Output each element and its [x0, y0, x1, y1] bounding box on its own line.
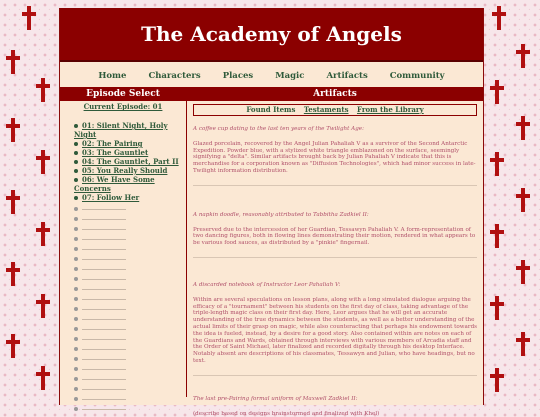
artifact-caption: The last pre-Pairing formal uniform of Maxwell Zadkiel II:	[193, 395, 358, 402]
bullet-icon	[74, 178, 78, 182]
bullet-icon	[74, 160, 78, 164]
list-item	[74, 324, 186, 334]
placeholder-line	[82, 309, 126, 310]
placeholder-line	[82, 289, 126, 290]
current-episode-link[interactable]: Current Episode: 01	[83, 102, 163, 111]
list-item	[74, 175, 186, 193]
list-item	[74, 294, 186, 304]
placeholder-line	[82, 329, 126, 330]
artifact-description: (describe based on designs brainstormed and finalized with Khel)	[193, 410, 380, 417]
placeholder-line	[82, 229, 126, 230]
artifact-caption: A napkin doodle, reasonably attributed to Tabbitha Zadkiel II:	[193, 211, 369, 218]
episode-link[interactable]: 03: The Gauntlet	[82, 148, 149, 157]
cross-icon	[490, 152, 504, 176]
bullet-icon	[74, 124, 78, 128]
nav-magic[interactable]: Magic	[275, 71, 305, 81]
list-item	[74, 304, 186, 314]
tab-from-the-library[interactable]: From the Library	[356, 105, 424, 114]
bullet-icon	[74, 387, 78, 391]
list-item	[74, 354, 186, 364]
bullet-icon	[74, 367, 78, 371]
list-item	[74, 224, 186, 234]
bullet-icon	[74, 287, 78, 291]
bullet-icon	[74, 407, 78, 411]
placeholder-line	[82, 239, 126, 240]
list-item	[74, 344, 186, 354]
cross-icon	[490, 224, 504, 248]
placeholder-line	[82, 259, 126, 260]
nav-home[interactable]: Home	[98, 71, 127, 81]
divider	[193, 257, 477, 258]
episode-link[interactable]: 02: The Pairing	[82, 139, 143, 148]
list-item	[74, 204, 186, 214]
episode-link[interactable]: 05: You Really Should	[82, 166, 168, 175]
list-item	[74, 284, 186, 294]
bullet-icon	[74, 227, 78, 231]
bullet-icon	[74, 142, 78, 146]
list-item	[74, 148, 186, 157]
episode-sidebar	[60, 87, 187, 397]
cross-icon	[36, 150, 50, 174]
artifacts-panel	[187, 87, 483, 417]
placeholder-line	[82, 209, 126, 210]
content-columns	[60, 87, 483, 417]
list-item	[74, 234, 186, 244]
nav-places[interactable]: Places	[222, 71, 254, 81]
cross-icon	[22, 6, 36, 30]
list-item	[74, 121, 186, 139]
cross-icon	[516, 188, 530, 212]
episode-link[interactable]: 04: The Gauntlet, Part II	[82, 157, 179, 166]
artifact-description: Within are several speculations on lesson plans, along with a long simulated dialogue arguing the efficacy of a "tournament" between his students on the first day of class, taking advantage of the triple-length magic class on their first day. Here, Leor argues that he will get an accurate understanding of the true dynamics between the students, as well as a better understanding of the actual limits of their grasp on magic, while also counteracting that perhaps his endowment towards the idea is fueled, instead, by a desire for a good story. Also contained within are notes on each of the Guardians and Wards, obtained through interviews with various members of Arcadia staff and the Order of Saint Michael, later finalized and recorded digitally through his desktop Interface. Notably absent are descriptions of his classmates, Tessawyn and Julian, who have headings, but no text.	[193, 296, 478, 364]
bullet-icon	[74, 277, 78, 281]
placeholder-line	[82, 359, 126, 360]
bullet-icon	[74, 196, 78, 200]
list-item	[74, 374, 186, 384]
placeholder-line	[82, 369, 126, 370]
episode-link[interactable]: 07: Follow Her	[82, 193, 140, 202]
divider	[193, 375, 477, 376]
bullet-icon	[74, 169, 78, 173]
cross-icon	[6, 334, 20, 358]
artifacts-heading: Artifacts	[187, 87, 483, 101]
list-item	[74, 404, 186, 414]
nav-community[interactable]: Community	[389, 71, 445, 81]
list-item	[74, 394, 186, 404]
placeholder-line	[82, 299, 126, 300]
cross-icon	[490, 80, 504, 104]
placeholder-line	[82, 349, 126, 350]
artifact-description: Preserved due to the intercession of her Guardian, Tessawyn Pahaliah V. A form-representation of two dancing figures, both in flowing lines demonstrating their motion, rendered in what appears to be various food sauces, as distributed by a "pinkie" fingernail.	[193, 226, 476, 247]
bullet-icon	[74, 247, 78, 251]
sidebar-heading: Episode Select	[60, 87, 186, 101]
bullet-icon	[74, 297, 78, 301]
empty-episode-slots	[74, 204, 186, 414]
nav-characters[interactable]: Characters	[148, 71, 201, 81]
cross-icon	[516, 260, 530, 284]
cross-icon	[36, 294, 50, 318]
list-item	[74, 193, 186, 202]
bullet-icon	[74, 217, 78, 221]
placeholder-line	[82, 279, 126, 280]
bullet-icon	[74, 151, 78, 155]
site-header	[60, 8, 483, 62]
bullet-icon	[74, 307, 78, 311]
bullet-icon	[74, 337, 78, 341]
page-container	[59, 8, 484, 417]
cross-icon	[6, 50, 20, 74]
bullet-icon	[74, 377, 78, 381]
cross-icon	[36, 78, 50, 102]
bullet-icon	[74, 397, 78, 401]
cross-icon	[516, 44, 530, 68]
cross-icon	[490, 296, 504, 320]
bullet-icon	[74, 347, 78, 351]
artifact-caption: A discarded notebook of Instructor Leor Pahaliah V:	[193, 281, 341, 288]
list-item	[74, 264, 186, 274]
placeholder-line	[82, 379, 126, 380]
cross-icon	[6, 118, 20, 142]
list-item	[74, 334, 186, 344]
bullet-icon	[74, 207, 78, 211]
artifact-tabs	[193, 104, 477, 116]
bullet-icon	[74, 267, 78, 271]
list-item	[74, 166, 186, 175]
artifact-list	[193, 126, 477, 417]
bullet-icon	[74, 237, 78, 241]
bullet-icon	[74, 257, 78, 261]
episode-link[interactable]: 01: Silent Night, Holy Night	[74, 121, 168, 139]
list-item	[74, 364, 186, 374]
bullet-icon	[74, 317, 78, 321]
placeholder-line	[82, 269, 126, 270]
cross-icon	[36, 222, 50, 246]
placeholder-line	[82, 339, 126, 340]
list-item	[74, 314, 186, 324]
artifact-caption: A coffee cup dating to the last ten years of the Twilight Age:	[193, 126, 364, 132]
list-item	[74, 214, 186, 224]
placeholder-line	[82, 219, 126, 220]
cross-icon	[492, 6, 506, 30]
nav-artifacts[interactable]: Artifacts	[326, 71, 368, 81]
list-item	[74, 139, 186, 148]
site-title: The Academy of Angels	[141, 22, 402, 46]
cross-icon	[6, 262, 20, 286]
list-item	[74, 274, 186, 284]
bullet-icon	[74, 327, 78, 331]
tab-found-items[interactable]: Found Items	[246, 105, 296, 114]
tab-testaments[interactable]: Testaments	[303, 105, 349, 114]
placeholder-line	[82, 399, 126, 400]
placeholder-line	[82, 409, 126, 410]
cross-icon	[490, 368, 504, 392]
placeholder-line	[82, 389, 126, 390]
episode-list	[60, 121, 186, 202]
artifact-description: Glazed porcelain, recovered by the Angel Julian Pahaliah V as a survivor of the Second Antarctic Expedition. Powder blue, with a stylized white triangle emblazoned on the surface, seemingly signifying a "delta". Similar artifacts brought back by Julian Pahaliah V indicate that this is merchandise for a corporation known as "Diffusion Technologies", which had minor success in late-Twilight information distribution.	[193, 140, 476, 174]
list-item	[74, 384, 186, 394]
placeholder-line	[82, 319, 126, 320]
main-nav	[60, 62, 483, 87]
cross-icon	[516, 116, 530, 140]
cross-icon	[6, 190, 20, 214]
list-item	[74, 244, 186, 254]
divider	[193, 185, 477, 186]
list-item	[74, 157, 186, 166]
list-item	[74, 254, 186, 264]
placeholder-line	[82, 249, 126, 250]
cross-icon	[516, 332, 530, 356]
bullet-icon	[74, 357, 78, 361]
episode-link[interactable]: 06: We Have Some Concerns	[74, 175, 155, 193]
cross-icon	[36, 366, 50, 390]
